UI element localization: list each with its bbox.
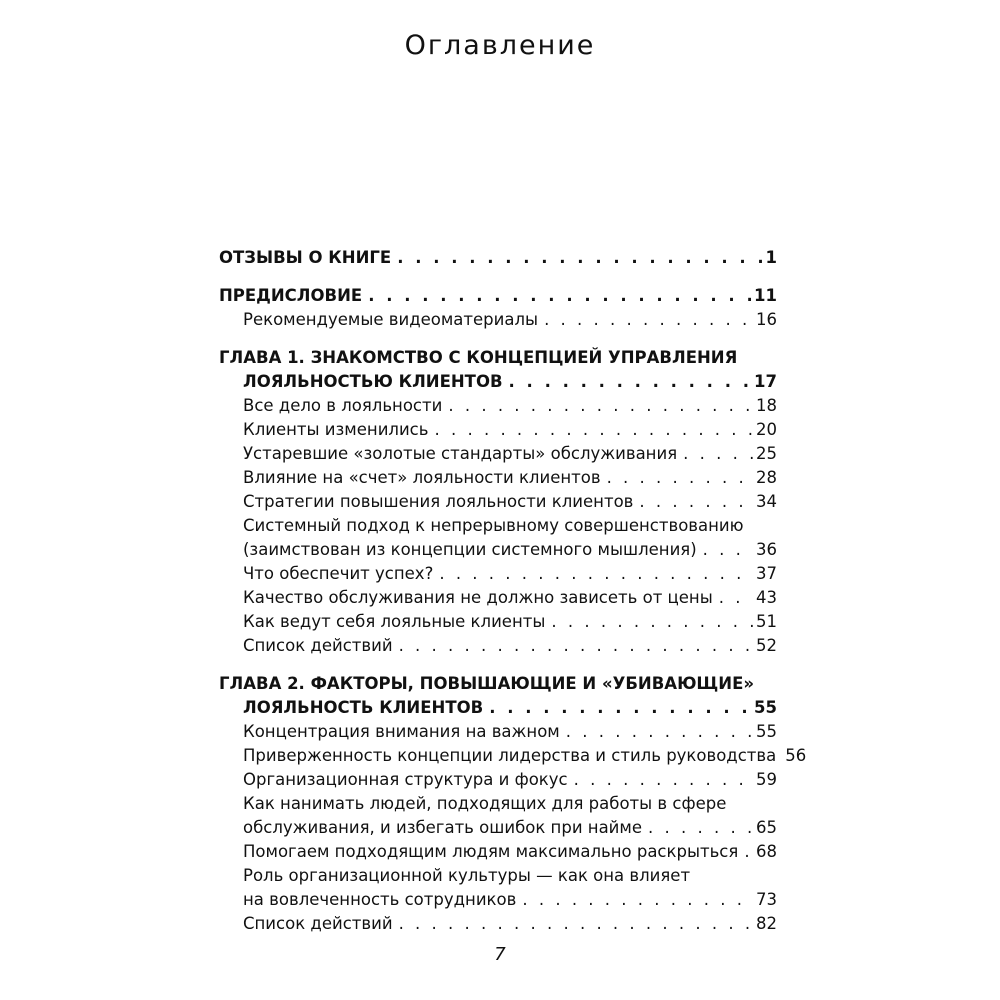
toc-entry[interactable] (219, 538, 777, 562)
toc-entry-page: 17 (754, 372, 777, 391)
toc-entry-page: 1 (765, 248, 777, 267)
toc-entry[interactable] (219, 418, 777, 442)
toc-entry[interactable] (219, 912, 777, 936)
toc-entry-page: 25 (756, 444, 777, 463)
toc-entry[interactable] (219, 744, 807, 768)
toc-entry[interactable] (219, 768, 777, 792)
dot-leader (397, 246, 762, 270)
toc-entry-page: 52 (756, 636, 777, 655)
toc-entry[interactable] (219, 308, 777, 332)
dot-leader (509, 370, 751, 394)
dot-leader (607, 466, 753, 490)
toc-entry-title: Стратегии повышения лояльности клиентов (243, 492, 634, 511)
dot-leader (368, 284, 751, 308)
toc-entry-title-line[interactable]: Роль организационной культуры — как она влияет (243, 866, 691, 885)
toc-entry-page: 68 (756, 842, 777, 861)
toc-entry[interactable] (219, 490, 777, 514)
toc-entry[interactable] (219, 586, 777, 610)
toc-entry[interactable] (219, 634, 777, 658)
toc-entry-title: Помогаем подходящим людям максимально раскрыться (243, 842, 739, 861)
toc-entry-page: 55 (756, 722, 777, 741)
toc-entry-page: 82 (756, 914, 777, 933)
dot-leader (683, 442, 753, 466)
toc-entry-title: на вовлеченность сотрудников (243, 890, 517, 909)
table-of-contents (219, 246, 807, 950)
dot-leader (448, 394, 753, 418)
toc-entry[interactable] (219, 284, 777, 308)
dot-leader (489, 696, 751, 720)
toc-entry-page: 51 (756, 612, 777, 631)
dot-leader (399, 912, 753, 936)
toc-entry-page: 73 (756, 890, 777, 909)
toc-section-preface (219, 284, 777, 332)
toc-entry-title-line[interactable]: Как нанимать людей, подходящих для работы в сфере (243, 794, 727, 813)
toc-entry-title: Что обеспечит успех? (243, 564, 434, 583)
dot-leader (744, 840, 753, 864)
toc-entry-title: Концентрация внимания на важном (243, 722, 560, 741)
toc-entry-title: ЛОЯЛЬНОСТЬ КЛИЕНТОВ (243, 698, 484, 717)
toc-entry-page: 65 (756, 818, 777, 837)
toc-entry-page: 11 (754, 286, 777, 305)
dot-leader (574, 768, 753, 792)
toc-entry-title: Качество обслуживания не должно зависеть от цены (243, 588, 713, 607)
toc-entry-title: Список действий (243, 914, 393, 933)
toc-entry-page: 20 (756, 420, 777, 439)
toc-entry[interactable] (219, 840, 777, 864)
toc-entry[interactable] (219, 246, 777, 270)
dot-leader (544, 308, 753, 332)
toc-entry-page: 56 (785, 746, 807, 765)
toc-entry-page: 16 (756, 310, 777, 329)
toc-entry-title: (заимствован из концепции системного мышления) (243, 540, 697, 559)
toc-entry[interactable] (219, 888, 777, 912)
dot-leader (439, 562, 753, 586)
toc-entry-title: Все дело в лояльности (243, 396, 443, 415)
toc-entry-title: обслуживания, и избегать ошибок при найме (243, 818, 643, 837)
toc-entry[interactable] (219, 696, 777, 720)
toc-entry-page: 59 (756, 770, 777, 789)
toc-entry-page: 36 (756, 540, 777, 559)
toc-entry-page: 28 (756, 468, 777, 487)
dot-leader (434, 418, 753, 442)
toc-entry[interactable] (219, 442, 777, 466)
dot-leader (639, 490, 753, 514)
toc-entry[interactable] (219, 562, 777, 586)
toc-entry-page: 55 (754, 698, 777, 717)
toc-entry-page: 43 (756, 588, 777, 607)
toc-entry-title: Организационная структура и фокус (243, 770, 568, 789)
toc-section-reviews (219, 246, 777, 270)
toc-entry-title: ЛОЯЛЬНОСТЬЮ КЛИЕНТОВ (243, 372, 503, 391)
toc-entry-title: Клиенты изменились (243, 420, 429, 439)
dot-leader (399, 634, 753, 658)
toc-entry-title: ОТЗЫВЫ О КНИГЕ (219, 248, 392, 267)
chapter-heading-line[interactable]: ГЛАВА 2. ФАКТОРЫ, ПОВЫШАЮЩИЕ И «УБИВАЮЩИЕ» (219, 674, 755, 693)
toc-entry-title: ПРЕДИСЛОВИЕ (219, 286, 363, 305)
page-number: 7 (494, 944, 506, 965)
toc-entry-title: Устаревшие «золотые стандарты» обслуживания (243, 444, 678, 463)
toc-section-chapter-1 (219, 346, 777, 658)
toc-entry[interactable] (219, 816, 777, 840)
dot-leader (719, 586, 753, 610)
toc-entry[interactable] (219, 610, 777, 634)
dot-leader (551, 610, 753, 634)
page-title: Оглавление (404, 30, 596, 61)
toc-entry-page: 34 (756, 492, 777, 511)
toc-entry[interactable] (219, 370, 777, 394)
toc-entry-page: 37 (756, 564, 777, 583)
toc-entry-title: Рекомендуемые видеоматериалы (243, 310, 539, 329)
toc-entry[interactable] (219, 466, 777, 490)
toc-section-chapter-2 (219, 672, 807, 936)
toc-entry-title-line[interactable]: Системный подход к непрерывному совершенствованию (243, 516, 744, 535)
dot-leader (648, 816, 753, 840)
toc-entry-title: Как ведут себя лояльные клиенты (243, 612, 546, 631)
toc-entry[interactable] (219, 394, 777, 418)
dot-leader (566, 720, 753, 744)
dot-leader (703, 538, 753, 562)
toc-entry-page: 18 (756, 396, 777, 415)
toc-entry-title: Влияние на «счет» лояльности клиентов (243, 468, 601, 487)
dot-leader (522, 888, 753, 912)
toc-entry-title: Приверженность концепции лидерства и стиль руководства (243, 746, 777, 765)
chapter-heading-line[interactable]: ГЛАВА 1. ЗНАКОМСТВО С КОНЦЕПЦИЕЙ УПРАВЛЕНИЯ (219, 348, 738, 367)
toc-entry[interactable] (219, 720, 777, 744)
toc-entry-title: Список действий (243, 636, 393, 655)
